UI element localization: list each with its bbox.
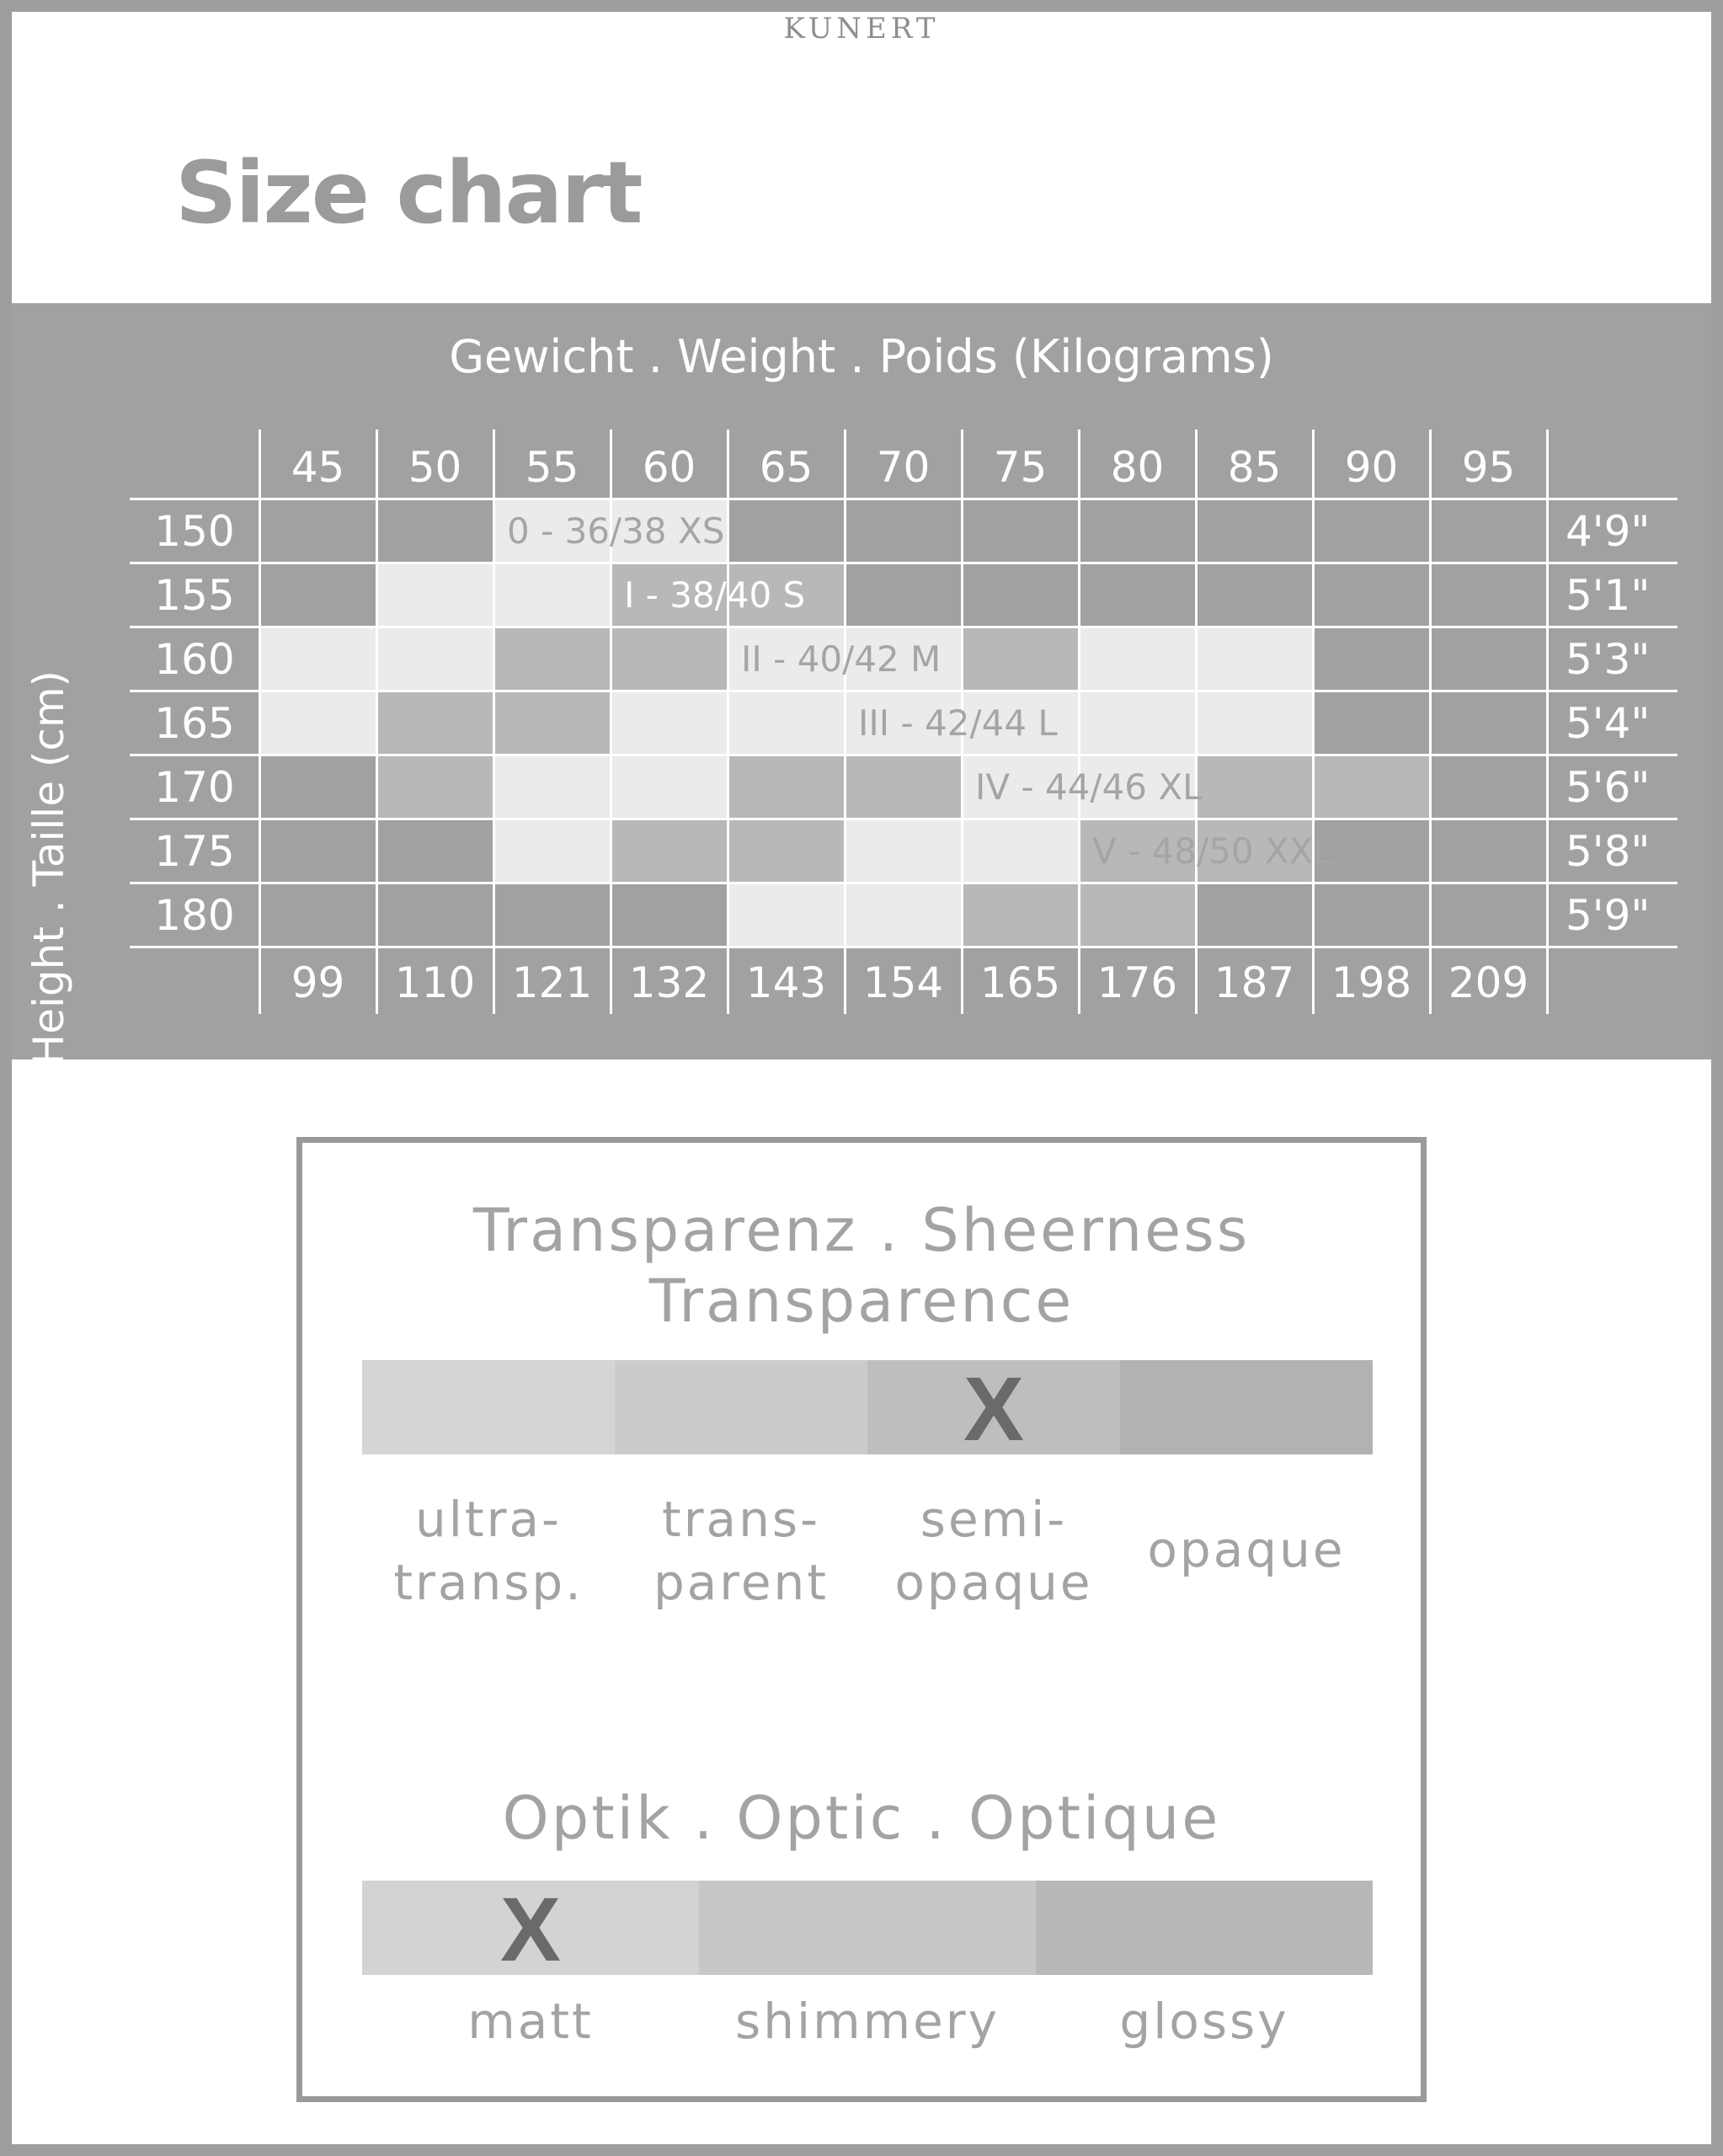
grid-cell [376, 563, 493, 627]
height-ft-label: 4'9" [1566, 507, 1651, 556]
weight-kg-label: 70 [876, 443, 931, 492]
grid-cell [259, 819, 376, 883]
grid-cell [845, 883, 962, 947]
grid-cell [845, 499, 962, 563]
grid-col-line [1429, 430, 1432, 1014]
weight-lbs-label: 165 [979, 958, 1061, 1007]
grid-row-line [130, 754, 1678, 756]
grid-cell [1079, 563, 1196, 627]
height-cm-label: 175 [154, 827, 235, 876]
height-cm-label: 160 [154, 635, 235, 684]
weight-kg-label: 95 [1461, 443, 1516, 492]
size-label: IV - 44/46 XL [975, 766, 1203, 808]
grid-cell [728, 819, 845, 883]
grid-cell [962, 819, 1079, 883]
weight-kg-label: 60 [642, 443, 696, 492]
grid-row-line [130, 946, 1678, 948]
height-ft-label: 5'8" [1566, 827, 1651, 876]
grid-cell [493, 691, 611, 755]
grid-cell [259, 499, 376, 563]
height-ft-label: 5'9" [1566, 891, 1651, 940]
weight-lbs-label: 209 [1448, 958, 1529, 1007]
size-label: 0 - 36/38 XS [507, 510, 725, 552]
size-label: III - 42/44 L [858, 702, 1058, 744]
size-label: V - 48/50 XXL [1092, 830, 1333, 872]
grid-cell [376, 627, 493, 691]
grid-cell [845, 563, 962, 627]
height-cm-label: 165 [154, 699, 235, 748]
grid-cell [376, 819, 493, 883]
weight-lbs-label: 132 [628, 958, 710, 1007]
selected-mark: X [499, 1878, 562, 1980]
weight-lbs-label: 187 [1214, 958, 1295, 1007]
height-ft-label: 5'4" [1566, 699, 1651, 748]
grid-cell [1079, 499, 1196, 563]
sheerness-label: trans- parent [653, 1491, 829, 1612]
sheerness-title-line1: Transparenz . Sheerness [472, 1196, 1251, 1265]
sheerness-title-line2: Transparence [648, 1267, 1075, 1336]
grid-cell [1196, 627, 1313, 691]
height-axis-title: Größe . Height . Taille (cm) [24, 670, 73, 1234]
grid-cell [611, 755, 728, 819]
grid-row-line [130, 626, 1678, 628]
weight-kg-label: 55 [525, 443, 579, 492]
grid-cell [1196, 563, 1313, 627]
grid-cell [259, 755, 376, 819]
grid-row-line [130, 882, 1678, 884]
grid-cell [845, 819, 962, 883]
grid-cell [1430, 627, 1547, 691]
weight-kg-label: 80 [1110, 443, 1165, 492]
grid-cell [1196, 499, 1313, 563]
grid-cell [728, 499, 845, 563]
grid-cell [611, 627, 728, 691]
grid-cell [1430, 755, 1547, 819]
grid-col-line [1195, 430, 1198, 1014]
grid-cell [493, 563, 611, 627]
grid-col-line [844, 430, 846, 1014]
size-label: II - 40/42 M [741, 638, 942, 680]
optic-label: glossy [1119, 1993, 1289, 2050]
weight-lbs-label: 154 [862, 958, 944, 1007]
weight-lbs-label: 143 [745, 958, 827, 1007]
weight-kg-label: 90 [1344, 443, 1399, 492]
weight-kg-label: 65 [759, 443, 813, 492]
fabric-properties-box [296, 1137, 1427, 2102]
grid-cell [1079, 691, 1196, 755]
grid-cell [728, 755, 845, 819]
grid-cell [259, 563, 376, 627]
weight-kg-label: 85 [1227, 443, 1282, 492]
sheerness-label: ultra- transp. [393, 1491, 584, 1612]
grid-cell [376, 499, 493, 563]
grid-cell [1430, 819, 1547, 883]
grid-cell [1196, 883, 1313, 947]
grid-cell [493, 883, 611, 947]
grid-cell [1313, 499, 1430, 563]
grid-col-line [1546, 430, 1549, 1014]
grid-col-line [376, 430, 378, 1014]
sheerness-segment [362, 1360, 615, 1454]
grid-col-line [1312, 430, 1315, 1014]
grid-cell [376, 755, 493, 819]
grid-cell [259, 691, 376, 755]
grid-cell [728, 883, 845, 947]
height-ft-label: 5'1" [1566, 571, 1651, 620]
height-cm-label: 180 [154, 891, 235, 940]
height-ft-label: 5'6" [1566, 763, 1651, 812]
grid-cell [1196, 691, 1313, 755]
height-ft-label: 5'3" [1566, 635, 1651, 684]
height-cm-label: 150 [154, 507, 235, 556]
weight-kg-label: 45 [291, 443, 345, 492]
grid-cell [962, 883, 1079, 947]
grid-cell [493, 819, 611, 883]
grid-cell [962, 563, 1079, 627]
grid-col-line [493, 430, 495, 1014]
grid-cell [611, 691, 728, 755]
grid-cell [1079, 627, 1196, 691]
grid-cell [1313, 691, 1430, 755]
sheerness-segment [1120, 1360, 1373, 1454]
weight-axis-title: Gewicht . Weight . Poids (Kilograms) [449, 330, 1274, 383]
grid-cell [1313, 563, 1430, 627]
height-cm-label: 155 [154, 571, 235, 620]
grid-cell [728, 691, 845, 755]
grid-cell [1313, 627, 1430, 691]
brand-logo: KUNERT [783, 12, 940, 45]
size-label: I - 38/40 S [624, 574, 806, 616]
grid-cell [611, 819, 728, 883]
weight-kg-label: 75 [993, 443, 1048, 492]
grid-cell [493, 627, 611, 691]
grid-cell [962, 627, 1079, 691]
grid-cell [1430, 563, 1547, 627]
selected-mark: X [963, 1358, 1025, 1460]
weight-lbs-label: 176 [1096, 958, 1178, 1007]
grid-row-line [130, 562, 1678, 564]
weight-lbs-label: 198 [1331, 958, 1412, 1007]
optic-segment [699, 1881, 1036, 1975]
optic-segment [1036, 1881, 1373, 1975]
grid-cell [1430, 691, 1547, 755]
grid-row-line [130, 498, 1678, 500]
grid-cell [376, 883, 493, 947]
optic-title: Optik . Optic . Optique [502, 1784, 1221, 1853]
grid-cell [376, 691, 493, 755]
grid-cell [1079, 883, 1196, 947]
grid-cell [845, 755, 962, 819]
page-title: Size chart [175, 143, 642, 243]
grid-cell [1430, 883, 1547, 947]
sheerness-label: semi- opaque [894, 1491, 1093, 1612]
weight-lbs-label: 110 [394, 958, 476, 1007]
weight-lbs-label: 99 [291, 958, 345, 1007]
grid-row-line [130, 818, 1678, 820]
grid-cell [962, 499, 1079, 563]
height-cm-label: 170 [154, 763, 235, 812]
grid-col-line [727, 430, 729, 1014]
grid-cell [1196, 755, 1313, 819]
grid-row-line [130, 690, 1678, 692]
grid-col-line [1078, 430, 1080, 1014]
optic-label: matt [467, 1993, 594, 2050]
sheerness-label: opaque [1147, 1521, 1346, 1578]
grid-cell [1313, 883, 1430, 947]
grid-cell [611, 883, 728, 947]
grid-cell [493, 755, 611, 819]
grid-cell [259, 627, 376, 691]
weight-kg-label: 50 [408, 443, 462, 492]
weight-lbs-label: 121 [511, 958, 593, 1007]
grid-cell [259, 883, 376, 947]
optic-label: shimmery [735, 1993, 1000, 2050]
grid-cell [1430, 499, 1547, 563]
sheerness-segment [615, 1360, 867, 1454]
grid-cell [1313, 755, 1430, 819]
